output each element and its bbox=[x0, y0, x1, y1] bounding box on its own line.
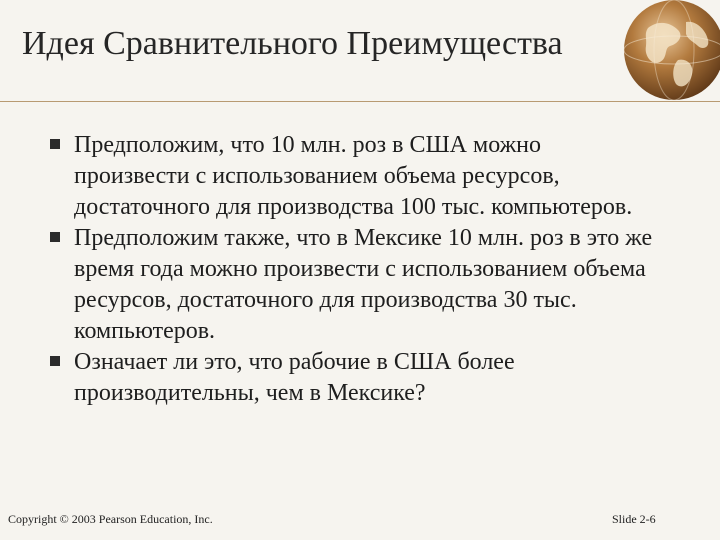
square-bullet-icon bbox=[50, 356, 60, 366]
bullet-item bbox=[48, 223, 694, 347]
bullet-text: Предположим, что 10 млн. роз в США можно произвести с использованием объема ресурсов, достаточного для производства 100 тыс. компьютеров. bbox=[74, 132, 633, 220]
bullet-item bbox=[48, 347, 634, 409]
bullet-text: Означает ли это, что рабочие в США более производительны, чем в Мексике? bbox=[74, 349, 515, 406]
square-bullet-icon bbox=[50, 139, 60, 149]
globe-icon bbox=[608, 0, 720, 104]
square-bullet-icon bbox=[50, 232, 60, 242]
title-divider bbox=[0, 101, 720, 102]
bullet-text: Предположим также, что в Мексике 10 млн. роз в это же время года можно произвести с использованием объема ресурсов, достаточного для производства 30 тыс. компьютеров. bbox=[74, 225, 653, 344]
bullet-item bbox=[48, 130, 634, 223]
copyright-footer: Copyright © 2003 Pearson Education, Inc. bbox=[8, 512, 213, 526]
bullet-list bbox=[48, 130, 698, 409]
slide-number: Slide 2-6 bbox=[612, 512, 656, 526]
slide-title: Идея Сравнительного Преимущества bbox=[22, 25, 563, 62]
